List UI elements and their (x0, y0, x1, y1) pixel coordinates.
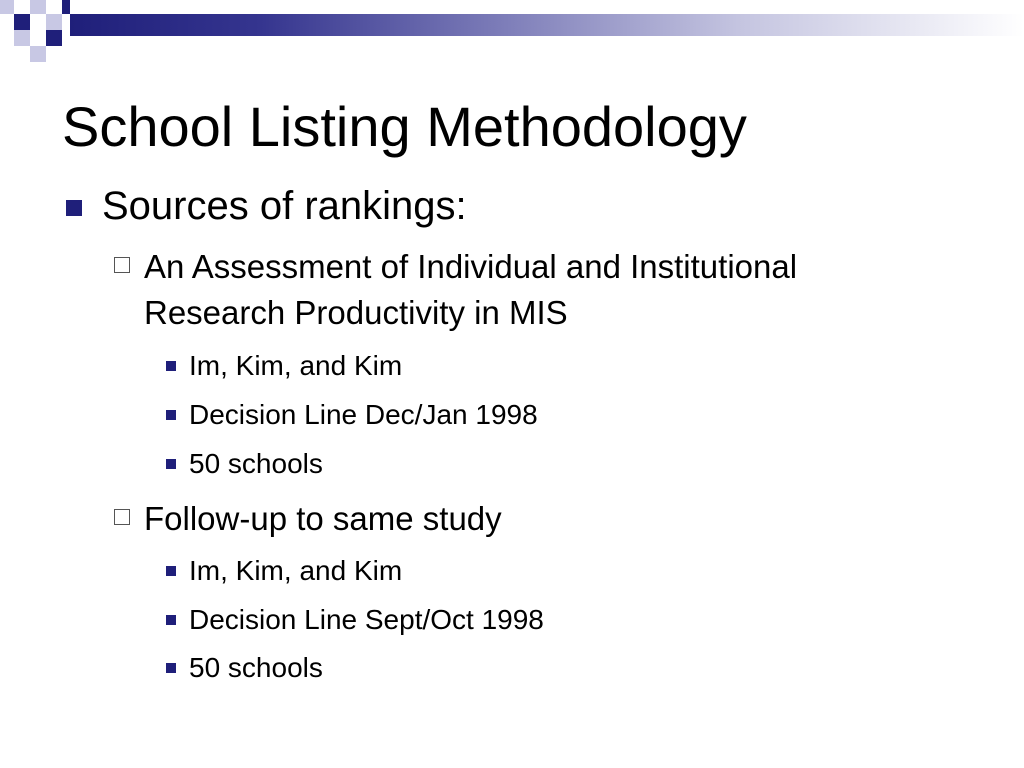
bullet-text: Sources of rankings: (102, 184, 467, 228)
slide-title: School Listing Methodology (62, 95, 747, 158)
bullet-text: 50 schools (189, 652, 323, 683)
bullet-text: Im, Kim, and Kim (189, 555, 403, 586)
bullet-text: 50 schools (189, 448, 323, 479)
small-filled-square-icon (166, 459, 176, 469)
small-filled-square-icon (166, 410, 176, 420)
small-filled-square-icon (166, 663, 176, 673)
filled-square-icon (66, 200, 82, 216)
hollow-square-icon (114, 509, 130, 525)
small-filled-square-icon (166, 361, 176, 371)
bullet-text: An Assessment of Individual and Institutional (144, 248, 798, 285)
bullet-text: Follow-up to same study (144, 500, 502, 537)
bullet-text: Im, Kim, and Kim (189, 350, 403, 381)
bullet-text: Research Productivity in MIS (144, 294, 568, 331)
small-filled-square-icon (166, 615, 176, 625)
hollow-square-icon (114, 257, 130, 273)
bullet-text: Decision Line Sept/Oct 1998 (189, 604, 544, 635)
small-filled-square-icon (166, 566, 176, 576)
bullet-text: Decision Line Dec/Jan 1998 (189, 399, 538, 430)
